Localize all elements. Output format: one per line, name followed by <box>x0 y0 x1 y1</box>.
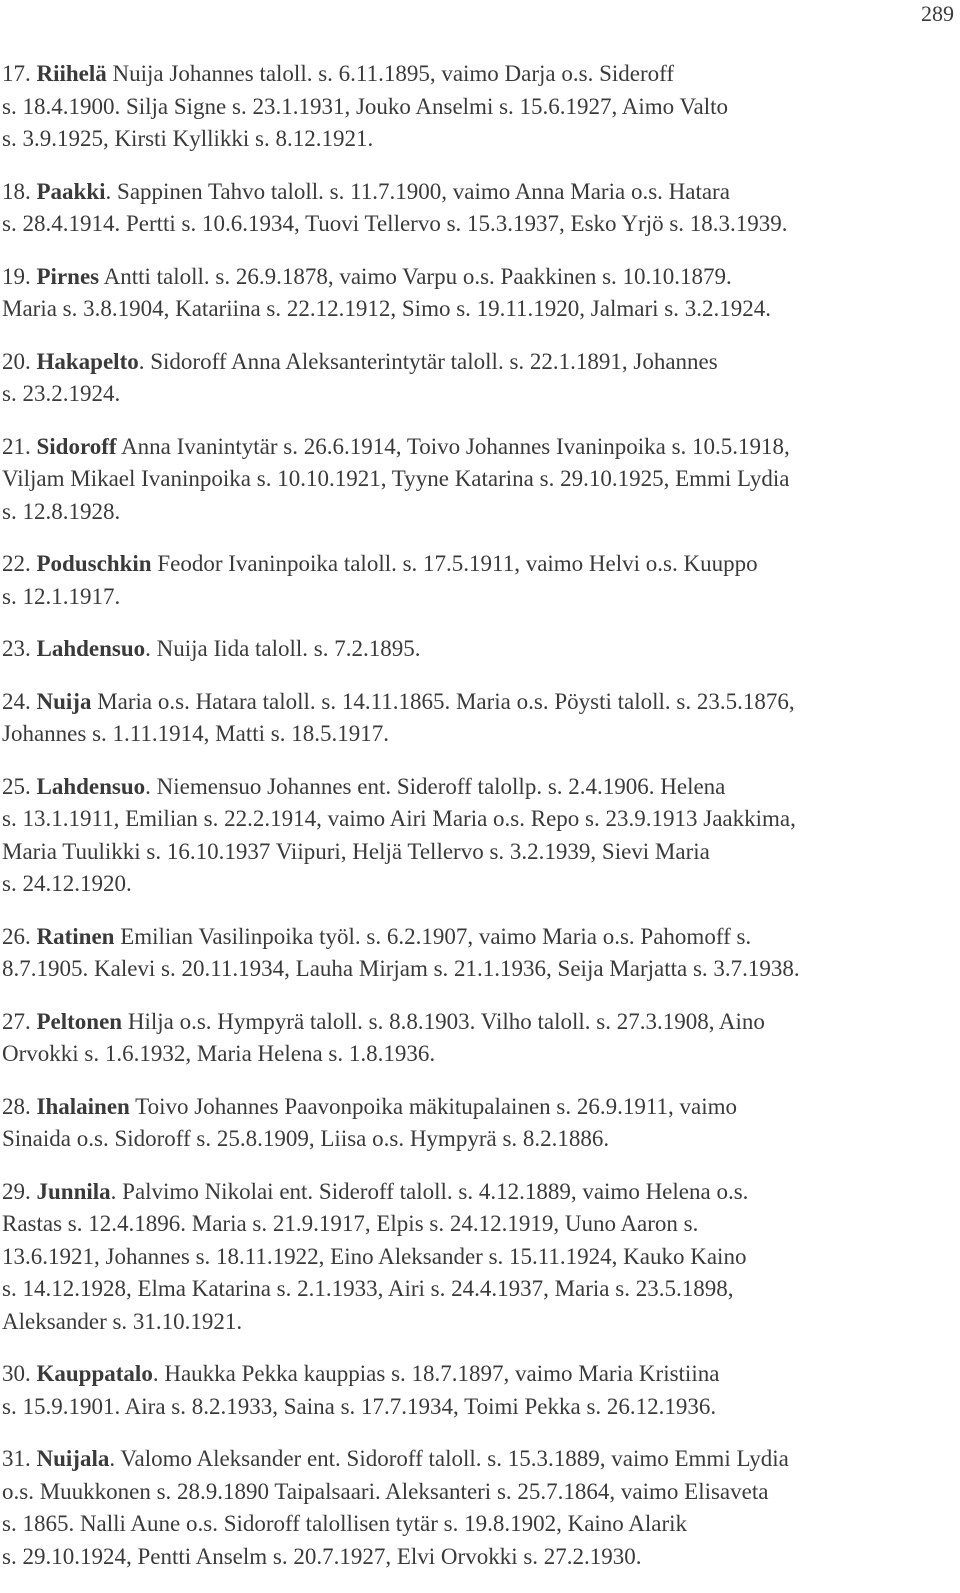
entry-number: 21. <box>2 433 31 459</box>
entry-farm-name: Hakapelto <box>36 348 139 374</box>
entry-farm-name: Poduschkin <box>36 551 152 576</box>
entry-text-line: Orvokki s. 1.6.1932, Maria Helena s. 1.8.1936. <box>2 1041 436 1066</box>
register-entry <box>2 1176 958 1339</box>
entry-number: 27. <box>2 1008 31 1034</box>
entry-farm-name: Pirnes <box>36 263 100 289</box>
entry-number: 25. <box>2 773 31 799</box>
entry-text-line: . Valomo Aleksander ent. Sidoroff taloll. s. 15.3.1889, vaimo Emmi Lydia <box>109 1446 789 1471</box>
entry-text-line: . Sidoroff Anna Aleksanterintytär taloll. s. 22.1.1891, Johannes <box>138 348 718 374</box>
entry-text-line: . Palvimo Nikolai ent. Sideroff taloll. s. 4.12.1889, vaimo Helena o.s. <box>110 1178 749 1204</box>
entry-text-line: Maria s. 3.8.1904, Katariina s. 22.12.1912, Simo s. 19.11.1920, Jalmari s. 3.2.1924. <box>2 296 771 321</box>
page-number: 289 <box>921 1 954 26</box>
entry-text-line: . Haukka Pekka kauppias s. 18.7.1897, vaimo Maria Kristiina <box>152 1361 720 1386</box>
entry-text-line: s. 14.12.1928, Elma Katarina s. 2.1.1933, Airi s. 24.4.1937, Maria s. 23.5.1898, <box>2 1276 734 1301</box>
entry-text-line: . Nuija Iida taloll. s. 7.2.1895. <box>145 636 421 661</box>
entry-text-line: s. 18.4.1900. Silja Signe s. 23.1.1931, Jouko Anselmi s. 15.6.1927, Aimo Valto <box>2 93 729 119</box>
entry-text-line: 13.6.1921, Johannes s. 18.11.1922, Eino Aleksander s. 15.11.1924, Kauko Kaino <box>2 1243 747 1269</box>
entry-number: 23. <box>2 636 31 661</box>
entry-text-line: . Niemensuo Johannes ent. Sideroff talollp. s. 2.4.1906. Helena <box>145 773 726 799</box>
entry-text-line: Maria Tuulikki s. 16.10.1937 Viipuri, Heljä Tellervo s. 3.2.1939, Sievi Maria <box>2 838 710 864</box>
entry-text-line: Aleksander s. 31.10.1921. <box>2 1308 243 1334</box>
register-entry <box>2 1358 958 1423</box>
entry-text-line: 8.7.1905. Kalevi s. 20.11.1934, Lauha Mirjam s. 21.1.1936, Seija Marjatta s. 3.7.1938. <box>2 956 800 981</box>
entry-text-line: Viljam Mikael Ivaninpoika s. 10.10.1921, Tyyne Katarina s. 29.10.1925, Emmi Lydia <box>2 466 790 491</box>
entry-farm-name: Kauppatalo <box>36 1361 153 1386</box>
register-entry <box>2 431 958 529</box>
register-entry <box>2 548 958 613</box>
entry-text-line: s. 12.1.1917. <box>2 583 121 609</box>
entry-text-line: Emilian Vasilinpoika työl. s. 6.2.1907, vaimo Maria o.s. Pahomoff s. <box>114 923 752 949</box>
entry-text-line: . Sappinen Tahvo taloll. s. 11.7.1900, vaimo Anna Maria o.s. Hatara <box>105 178 730 204</box>
entry-text-line: s. 1865. Nalli Aune o.s. Sidoroff talollisen tytär s. 19.8.1902, Kaino Alarik <box>2 1511 688 1536</box>
entry-text-line: s. 15.9.1901. Aira s. 8.2.1933, Saina s. 17.7.1934, Toimi Pekka s. 26.12.1936. <box>2 1393 717 1419</box>
entry-number: 29. <box>2 1178 31 1204</box>
entry-number: 22. <box>2 551 31 576</box>
entry-text-line: Anna Ivanintytär s. 26.6.1914, Toivo Johannes Ivaninpoika s. 10.5.1918, <box>116 433 790 459</box>
entry-text-line: s. 29.10.1924, Pentti Anselm s. 20.7.1927, Elvi Orvokki s. 27.2.1930. <box>2 1543 642 1569</box>
entry-text-line: o.s. Muukkonen s. 28.9.1890 Taipalsaari. Aleksanteri s. 25.7.1864, vaimo Elisaveta <box>2 1478 769 1504</box>
entry-text-line: Feodor Ivaninpoika taloll. s. 17.5.1911, vaimo Helvi o.s. Kuuppo <box>151 551 758 576</box>
register-entry <box>2 1091 958 1156</box>
entry-farm-name: Junnila <box>36 1178 111 1204</box>
entry-text-line: Maria o.s. Hatara taloll. s. 14.11.1865. Maria o.s. Pöysti taloll. s. 23.5.1876, <box>91 688 795 714</box>
entry-number: 19. <box>2 263 31 289</box>
entry-farm-name: Ihalainen <box>36 1093 130 1119</box>
register-entry <box>2 921 958 986</box>
register-entry <box>2 346 958 411</box>
entry-text-line: s. 28.4.1914. Pertti s. 10.6.1934, Tuovi Tellervo s. 15.3.1937, Esko Yrjö s. 18.3.1939. <box>2 211 788 236</box>
entry-number: 28. <box>2 1093 31 1119</box>
entry-text-line: Toivo Johannes Paavonpoika mäkitupalainen s. 26.9.1911, vaimo <box>129 1093 737 1119</box>
entry-number: 17. <box>2 61 31 86</box>
entry-number: 30. <box>2 1361 31 1386</box>
entry-text-line: s. 24.12.1920. <box>2 871 132 896</box>
entry-farm-name: Riihelä <box>36 61 107 86</box>
entry-text-line: s. 3.9.1925, Kirsti Kyllikki s. 8.12.1921. <box>2 126 374 151</box>
entry-text-line: s. 12.8.1928. <box>2 498 121 524</box>
entry-text-line: Nuija Johannes taloll. s. 6.11.1895, vaimo Darja o.s. Sideroff <box>106 61 675 86</box>
register-entry <box>2 261 958 326</box>
register-entry <box>2 633 958 666</box>
entry-farm-name: Paakki <box>36 178 106 204</box>
entry-farm-name: Nuija <box>36 688 92 714</box>
entry-number: 26. <box>2 923 31 949</box>
entry-list <box>2 58 958 1593</box>
entry-number: 24. <box>2 688 31 714</box>
entry-number: 31. <box>2 1446 31 1471</box>
entry-farm-name: Lahdensuo <box>36 636 146 661</box>
entry-text-line: Antti taloll. s. 26.9.1878, vaimo Varpu o.s. Paakkinen s. 10.10.1879. <box>99 263 732 289</box>
entry-farm-name: Ratinen <box>36 923 115 949</box>
register-entry <box>2 1443 958 1573</box>
entry-farm-name: Sidoroff <box>36 433 117 459</box>
register-entry <box>2 176 958 241</box>
entry-farm-name: Lahdensuo <box>36 773 146 799</box>
register-entry <box>2 686 958 751</box>
entry-text-line: Sinaida o.s. Sidoroff s. 25.8.1909, Liisa o.s. Hympyrä s. 8.2.1886. <box>2 1126 610 1151</box>
entry-number: 18. <box>2 178 31 204</box>
entry-text-line: Johannes s. 1.11.1914, Matti s. 18.5.1917. <box>2 721 389 746</box>
entry-farm-name: Peltonen <box>36 1008 123 1034</box>
register-entry <box>2 1006 958 1071</box>
register-entry <box>2 58 958 156</box>
entry-text-line: s. 23.2.1924. <box>2 381 121 406</box>
entry-farm-name: Nuijala <box>36 1446 110 1471</box>
register-entry <box>2 771 958 901</box>
entry-number: 20. <box>2 348 31 374</box>
entry-text-line: s. 13.1.1911, Emilian s. 22.2.1914, vaimo Airi Maria o.s. Repo s. 23.9.1913 Jaakkima, <box>2 806 796 831</box>
entry-text-line: Rastas s. 12.4.1896. Maria s. 21.9.1917, Elpis s. 24.12.1919, Uuno Aaron s. <box>2 1211 699 1236</box>
entry-text-line: Hilja o.s. Hympyrä taloll. s. 8.8.1903. Vilho taloll. s. 27.3.1908, Aino <box>122 1008 765 1034</box>
